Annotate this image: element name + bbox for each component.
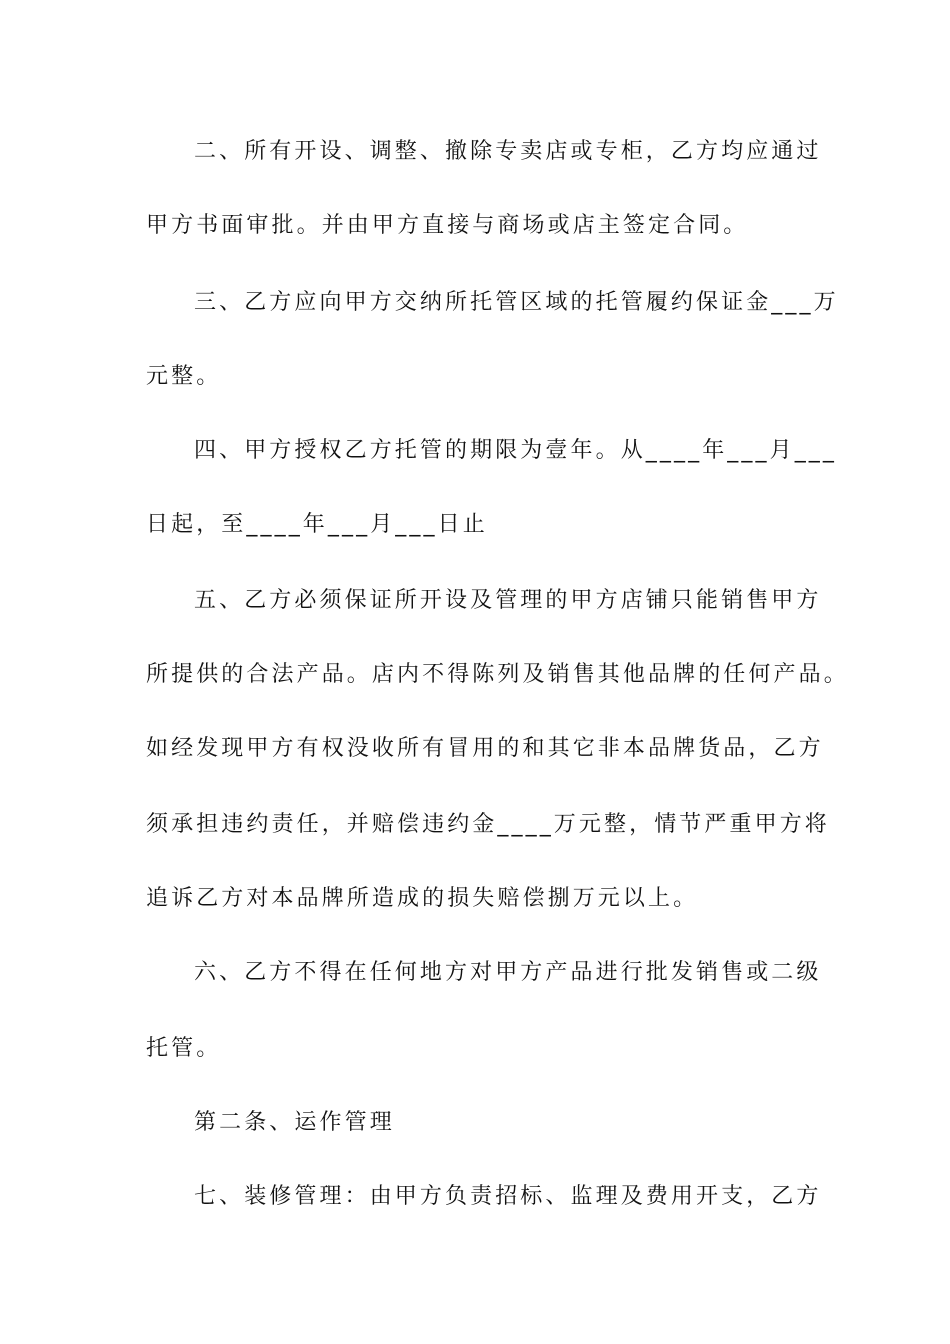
clause-6-line-2: 托管。: [146, 1036, 222, 1061]
clause-5-line-5: 追诉乙方对本品牌所造成的损失赔偿捌万元以上。: [146, 886, 699, 911]
clause-4-line-1: 四、甲方授权乙方托管的期限为壹年。从____年___月___: [194, 438, 838, 463]
clause-5-line-2: 所提供的合法产品。店内不得陈列及销售其他品牌的任何产品。: [146, 662, 849, 687]
clause-5-line-1: 五、乙方必须保证所开设及管理的甲方店铺只能销售甲方: [194, 588, 822, 613]
clause-7-line-1: 七、装修管理：由甲方负责招标、监理及费用开支，乙方: [194, 1184, 822, 1209]
clause-6-line-1: 六、乙方不得在任何地方对甲方产品进行批发销售或二级: [194, 960, 822, 985]
clause-4-line-2: 日起，至____年___月___日止: [146, 512, 488, 537]
section-heading: 第二条、运作管理: [194, 1110, 395, 1135]
clause-2-line-1: 二、所有开设、调整、撤除专卖店或专柜，乙方均应通过: [194, 139, 822, 164]
clause-3-line-1: 三、乙方应向甲方交纳所托管区域的托管履约保证金___万: [194, 290, 839, 315]
clause-2-line-2: 甲方书面审批。并由甲方直接与商场或店主签定合同。: [146, 213, 749, 238]
clause-3-line-2: 元整。: [146, 364, 222, 389]
clause-5-line-4: 须承担违约责任，并赔偿违约金____万元整，情节严重甲方将: [146, 812, 830, 837]
clause-5-line-3: 如经发现甲方有权没收所有冒用的和其它非本品牌货品，乙方: [146, 736, 824, 761]
